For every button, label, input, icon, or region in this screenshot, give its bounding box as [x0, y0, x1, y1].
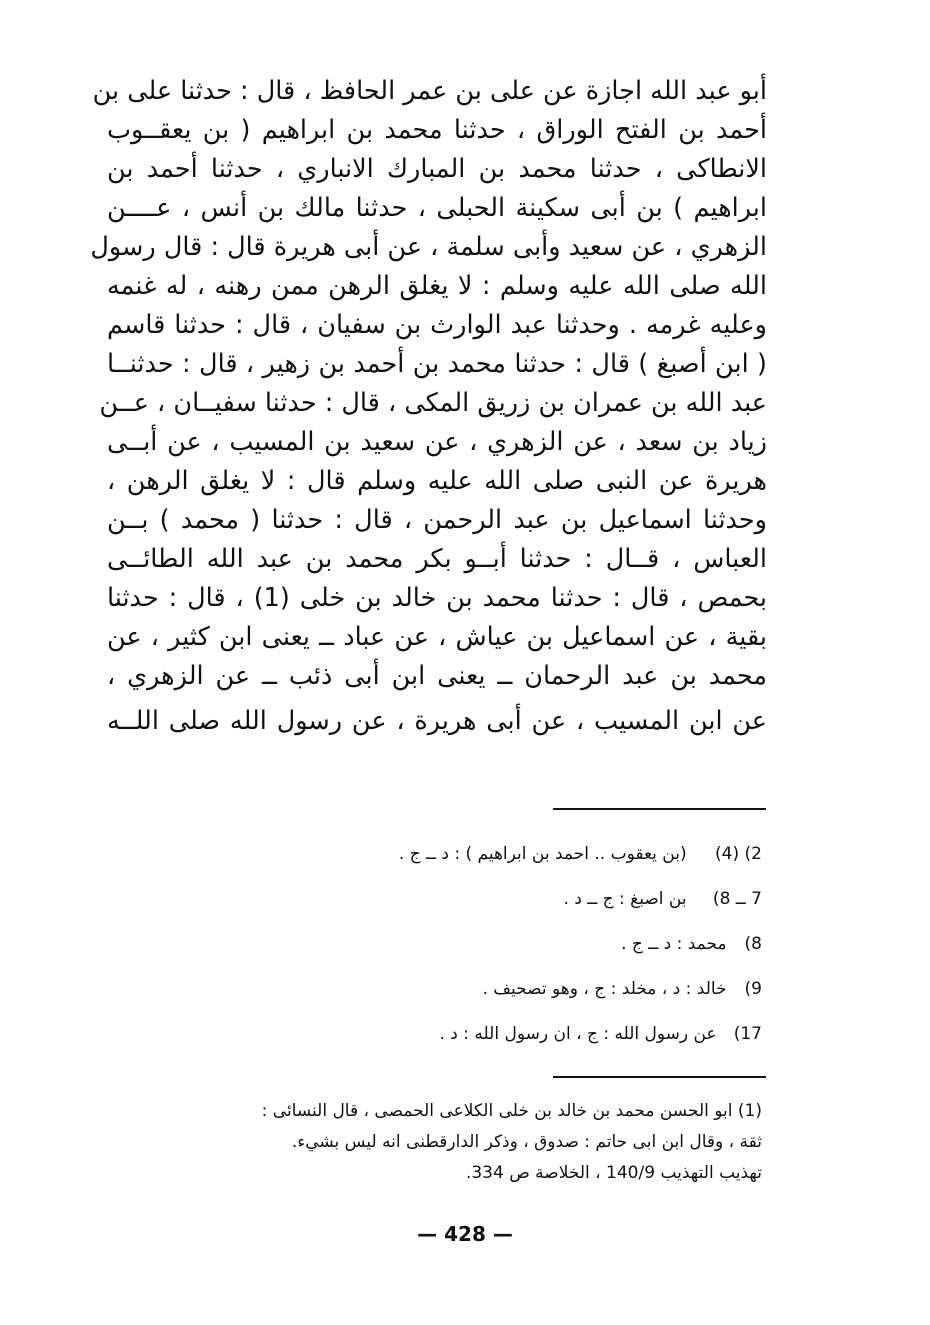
text-line: وحدثنا اسماعيل بن عبد الرحمن ، قال : حدثنا ( محمد ) بــن: [107, 505, 767, 535]
note-text: عن رسول الله : ج ، ان رسول الله : د .: [439, 1024, 717, 1044]
note-text: محمد : د ــ ج .: [621, 934, 727, 954]
variant-note: [483, 975, 762, 1003]
note-text: خالد : د ، مخلد : ج ، وهو تصحيف .: [482, 979, 727, 999]
note-number: 7 ــ 8): [712, 889, 762, 909]
footnote-line: تهذيب التهذيب 140/9 ، الخلاصة ص 334.: [465, 1163, 762, 1183]
text-line: الله صلى الله عليه وسلم : لا يغلق الرهن ممن رهنه ، له غنمه: [107, 271, 767, 301]
page-number: — 428 —: [417, 1222, 513, 1246]
text-line: هريرة عن النبى صلى الله عليه وسلم قال : لا يغلق الرهن ،: [107, 466, 767, 496]
text-line: بحمص ، قال : حدثنا محمد بن خالد بن خلى (1) ، قال : حدثنا: [107, 583, 768, 613]
text-line: العباس ، قــال : حدثنا أبــو بكر محمد بن عبد الله الطائــى: [107, 544, 767, 574]
footnote-divider: [553, 1076, 766, 1078]
text-line: أحمد بن الفتح الوراق ، حدثنا محمد بن ابراهيم ( بن يعقــوب: [107, 115, 767, 145]
note-text: بن اصبغ : ج ــ د .: [563, 889, 687, 909]
note-text: (بن يعقوب .. احمد بن ابراهيم ) : د ــ ج .: [398, 844, 687, 864]
variant-note: [440, 1020, 763, 1048]
footnote-line: (1) ابو الحسن محمد بن خالد بن خلى الكلاعى الحمصى ، قال النسائى :: [261, 1101, 762, 1121]
note-number: 9): [744, 979, 762, 999]
variant-note: [621, 930, 762, 958]
text-line: محمد بن عبد الرحمان ــ يعنى ابن أبى ذئب ــ عن الزهري ،: [107, 661, 767, 691]
note-number: 2) (4): [715, 844, 762, 864]
text-line: عن ابن المسيب ، عن أبى هريرة ، عن رسول الله صلى اللــه: [107, 706, 767, 736]
footnote-line: ثقة ، وقال ابن ابى حاتم : صدوق ، وذكر الدارقطنى انه ليس بشيء.: [291, 1132, 762, 1152]
text-line: بقية ، عن اسماعيل بن عياش ، عن عباد ــ يعنى ابن كثير ، عن: [107, 622, 767, 652]
note-number: 17): [733, 1024, 762, 1044]
text-line: ( ابن أصبغ ) قال : حدثنا محمد بن أحمد بن زهير ، قال : حدثنــا: [107, 349, 767, 379]
text-line: الانطاكى ، حدثنا محمد بن المبارك الانباري ، حدثنا أحمد بن: [107, 154, 767, 184]
note-number: 8): [744, 934, 762, 954]
text-line: الزهري ، عن سعيد وأبى سلمة ، عن أبى هريرة قال : قال رسول: [90, 232, 767, 262]
text-line: ابراهيم ) بن أبى سكينة الحبلى ، حدثنا مالك بن أنس ، عــــن: [107, 193, 767, 223]
variant-note: [399, 840, 762, 868]
text-line: عبد الله بن عمران بن زريق المكى ، قال : حدثنا سفيــان ، عــن: [99, 388, 767, 418]
variant-note: [564, 885, 762, 913]
text-line: أبو عبد الله اجازة عن على بن عمر الحافظ ، قال : حدثنا على بن: [92, 76, 767, 106]
notes-divider: [553, 808, 766, 810]
text-line: زياد بن سعد ، عن الزهري ، عن سعيد بن المسيب ، عن أبــى: [107, 427, 767, 457]
text-line: وعليه غرمه . وحدثنا عبد الوارث بن سفيان ، قال : حدثنا قاسم: [107, 310, 767, 340]
